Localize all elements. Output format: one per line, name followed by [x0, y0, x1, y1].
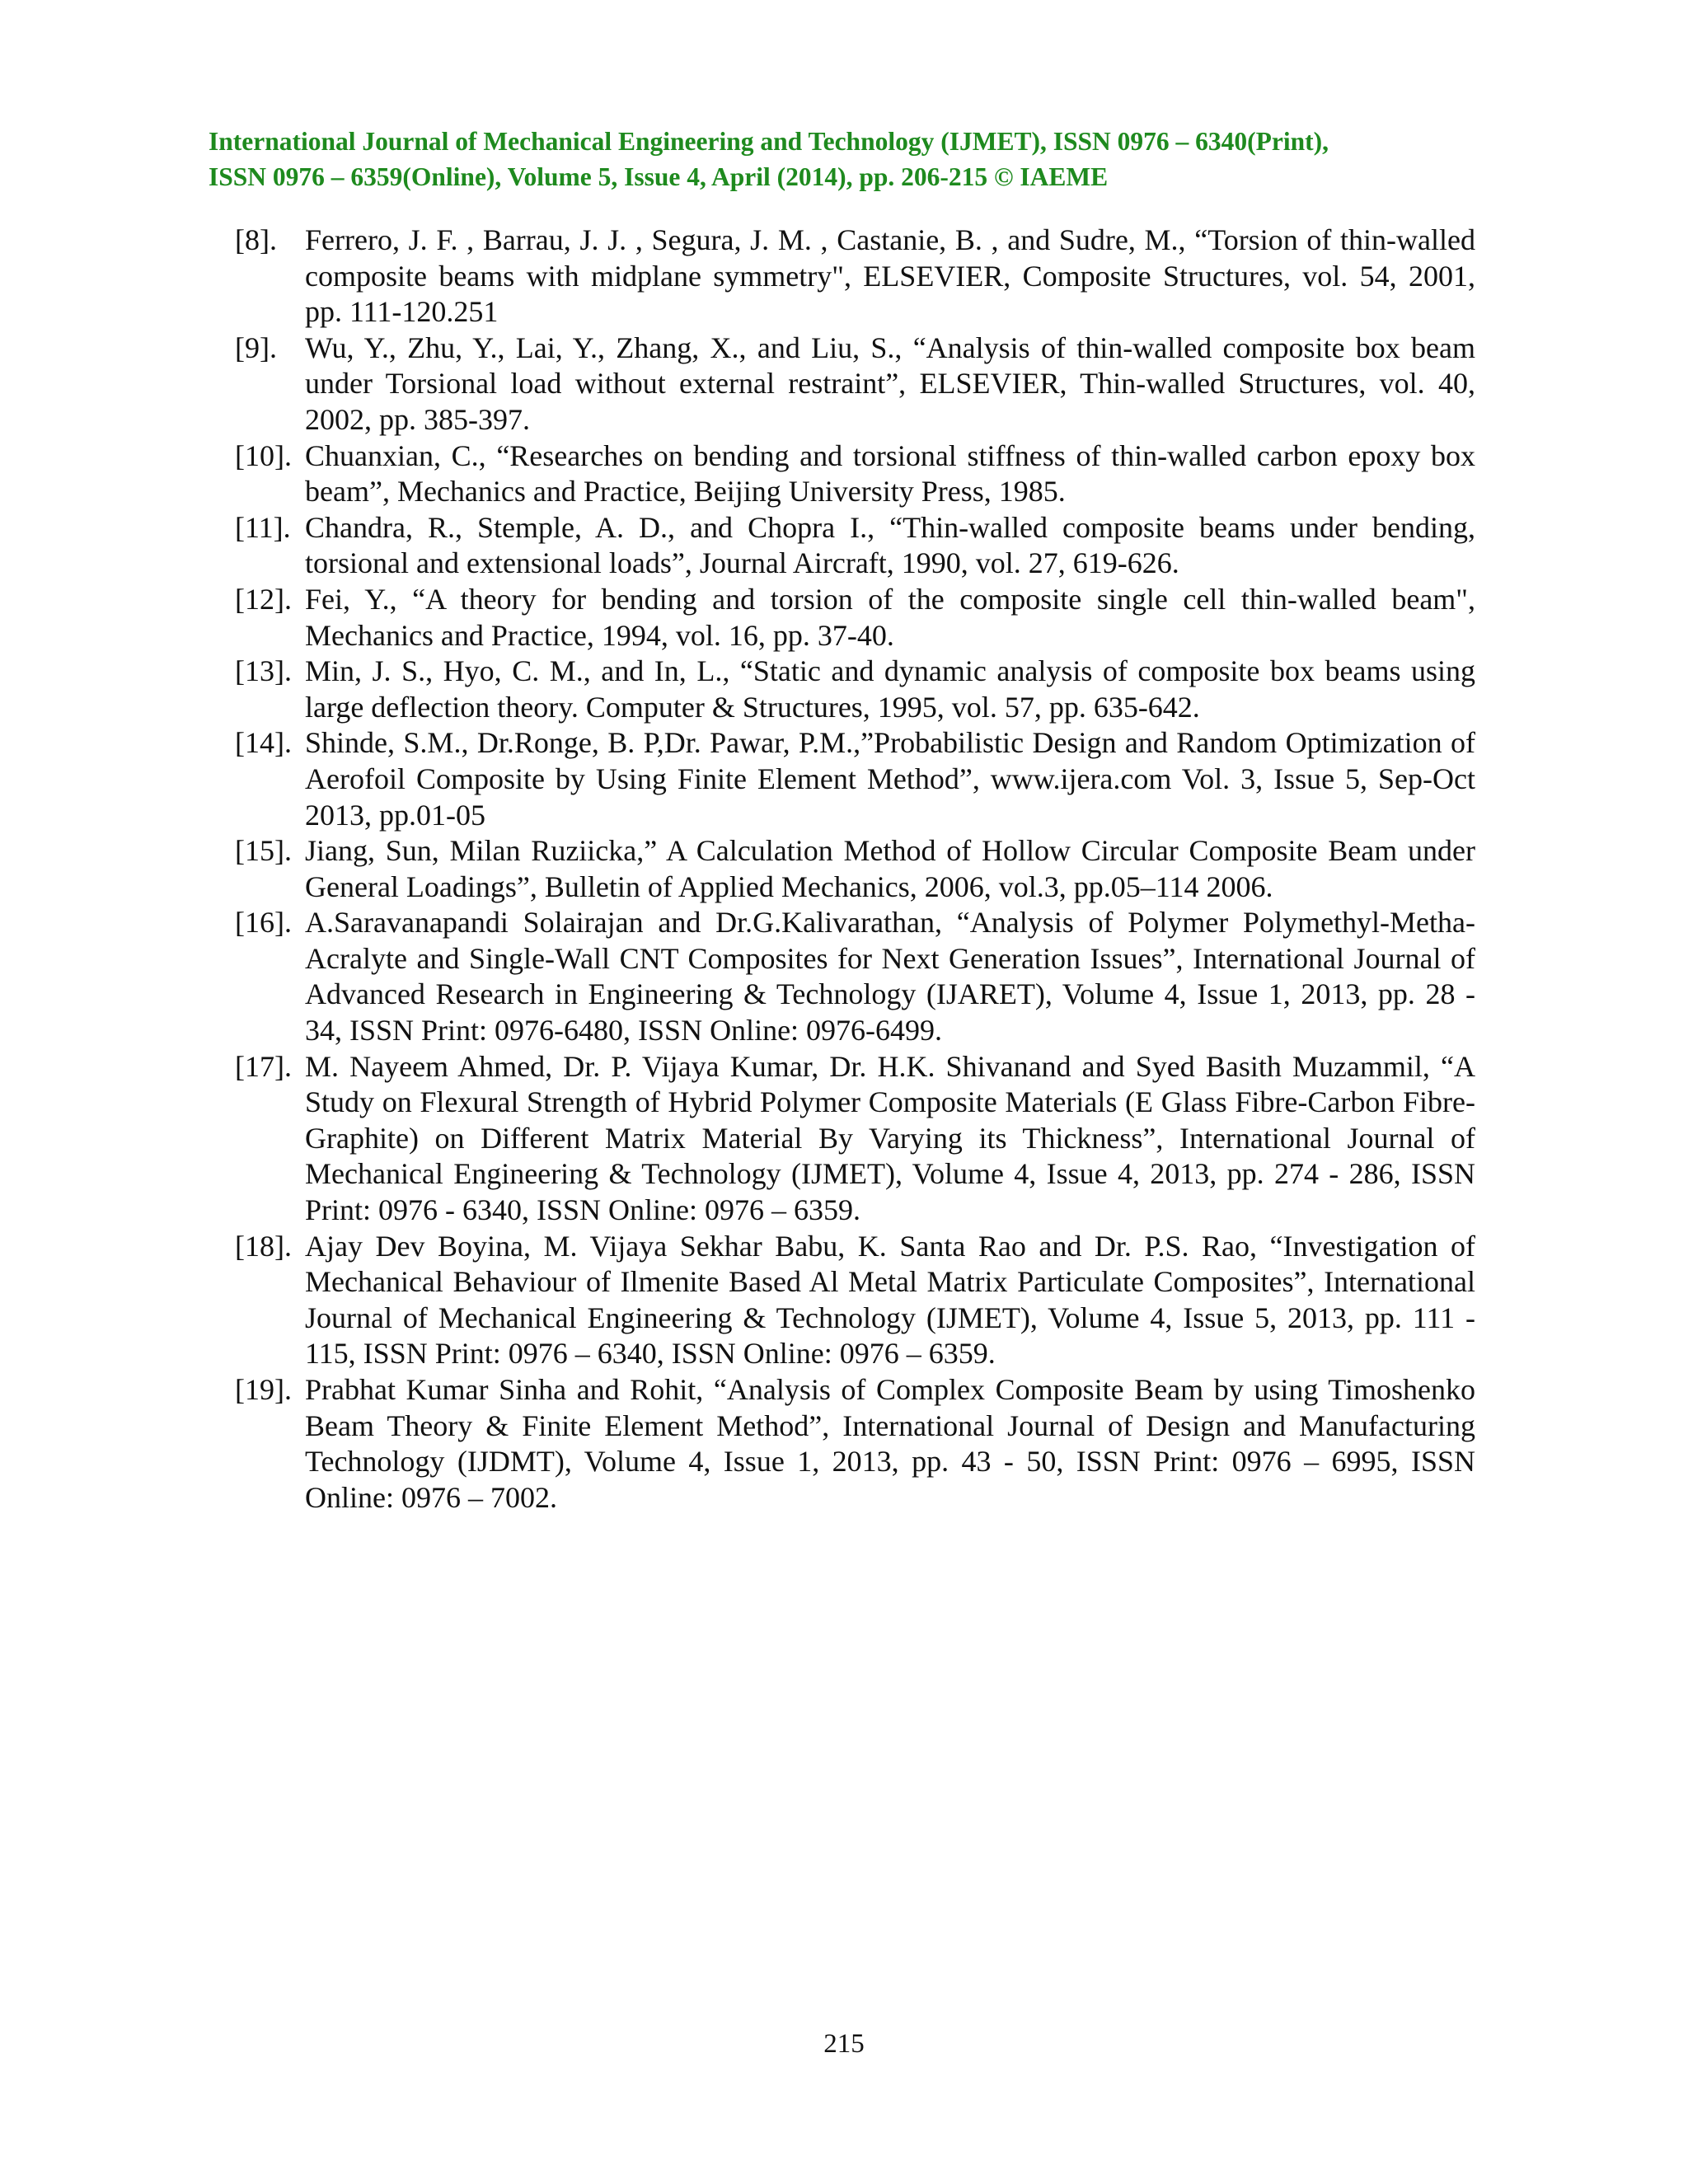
journal-header-line-1: International Journal of Mechanical Engineering and Technology (IJMET), ISSN 0976 – 6340(Print), [209, 127, 1329, 156]
reference-item [235, 1372, 1475, 1516]
reference-text: Prabhat Kumar Sinha and Rohit, “Analysis of Complex Composite Beam by using Timoshenko Beam Theory & Finite Element Method”, International Journal of Design and Manufacturing Technology (IJDMT), Volume 4, Issue 1, 2013, pp. 43 - 50, ISSN Print: 0976 – 6995, ISSN Online: 0976 – 7002. [305, 1373, 1475, 1514]
page-number: 215 [823, 2029, 865, 2059]
reference-item [235, 330, 1475, 438]
reference-number: [12]. [235, 582, 292, 616]
reference-item [235, 438, 1475, 510]
reference-text: Ferrero, J. F. , Barrau, J. J. , Segura, J. M. , Castanie, B. , and Sudre, M., “Torsion of thin-walled composite beams with midplane symmetry", ELSEVIER, Composite Structures, vol. 54, 2001, pp. 111-120.251 [305, 223, 1475, 329]
reference-text: Ajay Dev Boyina, M. Vijaya Sekhar Babu, K. Santa Rao and Dr. P.S. Rao, “Investigation of Mechanical Behaviour of Ilmenite Based Al Metal Matrix Particulate Composites”, International Journal of Mechanical Engineering & Technology (IJMET), Volume 4, Issue 5, 2013, pp. 111 - 115, ISSN Print: 0976 – 6340, ISSN Online: 0976 – 6359. [305, 1229, 1475, 1371]
reference-item [235, 654, 1475, 725]
reference-text: Chandra, R., Stemple, A. D., and Chopra I., “Thin-walled composite beams under bending, torsional and extensional loads”, Journal Aircraft, 1990, vol. 27, 619-626. [305, 510, 1475, 580]
reference-item [235, 905, 1475, 1048]
reference-text: Wu, Y., Zhu, Y., Lai, Y., Zhang, X., and Liu, S., “Analysis of thin-walled composite box beam under Torsional load without external restraint”, ELSEVIER, Thin-walled Structures, vol. 40, 2002, pp. 385-397. [305, 330, 1475, 436]
reference-item [235, 1229, 1475, 1372]
reference-item [235, 510, 1475, 582]
reference-number: [18]. [235, 1229, 292, 1263]
reference-item [235, 833, 1475, 905]
reference-number: [16]. [235, 906, 292, 940]
reference-text: Chuanxian, C., “Researches on bending and torsional stiffness of thin-walled carbon epoxy box beam”, Mechanics and Practice, Beijing University Press, 1985. [305, 438, 1475, 509]
reference-number: [9]. [235, 330, 277, 364]
reference-text: Shinde, S.M., Dr.Ronge, B. P,Dr. Pawar, P.M.,”Probabilistic Design and Random Optimization of Aerofoil Composite by Using Finite Element Method”, www.ijera.com Vol. 3, Issue 5, Sep-Oct 2013, pp.01-05 [305, 726, 1475, 832]
reference-item [235, 223, 1475, 330]
reference-text: M. Nayeem Ahmed, Dr. P. Vijaya Kumar, Dr. H.K. Shivanand and Syed Basith Muzammil, “A Study on Flexural Strength of Hybrid Polymer Composite Materials (E Glass Fibre-Carbon Fibre-Graphite) on Different Matrix Material By Varying its Thickness”, International Journal of Mechanical Engineering & Technology (IJMET), Volume 4, Issue 4, 2013, pp. 274 - 286, ISSN Print: 0976 - 6340, ISSN Online: 0976 – 6359. [305, 1049, 1475, 1227]
reference-text: Jiang, Sun, Milan Ruziicka,” A Calculation Method of Hollow Circular Composite Beam under General Loadings”, Bulletin of Applied Mechanics, 2006, vol.3, pp.05–114 2006. [305, 834, 1475, 903]
reference-item [235, 582, 1475, 654]
reference-item [235, 1049, 1475, 1229]
reference-number: [15]. [235, 834, 292, 868]
journal-header [209, 124, 1478, 194]
reference-number: [14]. [235, 726, 292, 760]
reference-number: [10]. [235, 438, 292, 472]
reference-number: [8]. [235, 223, 277, 256]
reference-number: [13]. [235, 654, 292, 688]
reference-text: A.Saravanapandi Solairajan and Dr.G.Kalivarathan, “Analysis of Polymer Polymethyl-Metha-Acralyte and Single-Wall CNT Composites for Next Generation Issues”, International Journal of Advanced Research in Engineering & Technology (IJARET), Volume 4, Issue 1, 2013, pp. 28 - 34, ISSN Print: 0976-6480, ISSN Online: 0976-6499. [305, 906, 1475, 1047]
journal-header-line-2: ISSN 0976 – 6359(Online), Volume 5, Issue 4, April (2014), pp. 206-215 © IAEME [209, 162, 1109, 191]
reference-text: Fei, Y., “A theory for bending and torsion of the composite single cell thin-walled beam", Mechanics and Practice, 1994, vol. 16, pp. 37-40. [305, 582, 1475, 652]
reference-item [235, 725, 1475, 833]
reference-list [235, 223, 1475, 1516]
reference-number: [11]. [235, 510, 291, 544]
reference-number: [19]. [235, 1373, 292, 1406]
reference-text: Min, J. S., Hyo, C. M., and In, L., “Static and dynamic analysis of composite box beams using large deflection theory. Computer & Structures, 1995, vol. 57, pp. 635-642. [305, 654, 1475, 724]
reference-number: [17]. [235, 1049, 292, 1083]
